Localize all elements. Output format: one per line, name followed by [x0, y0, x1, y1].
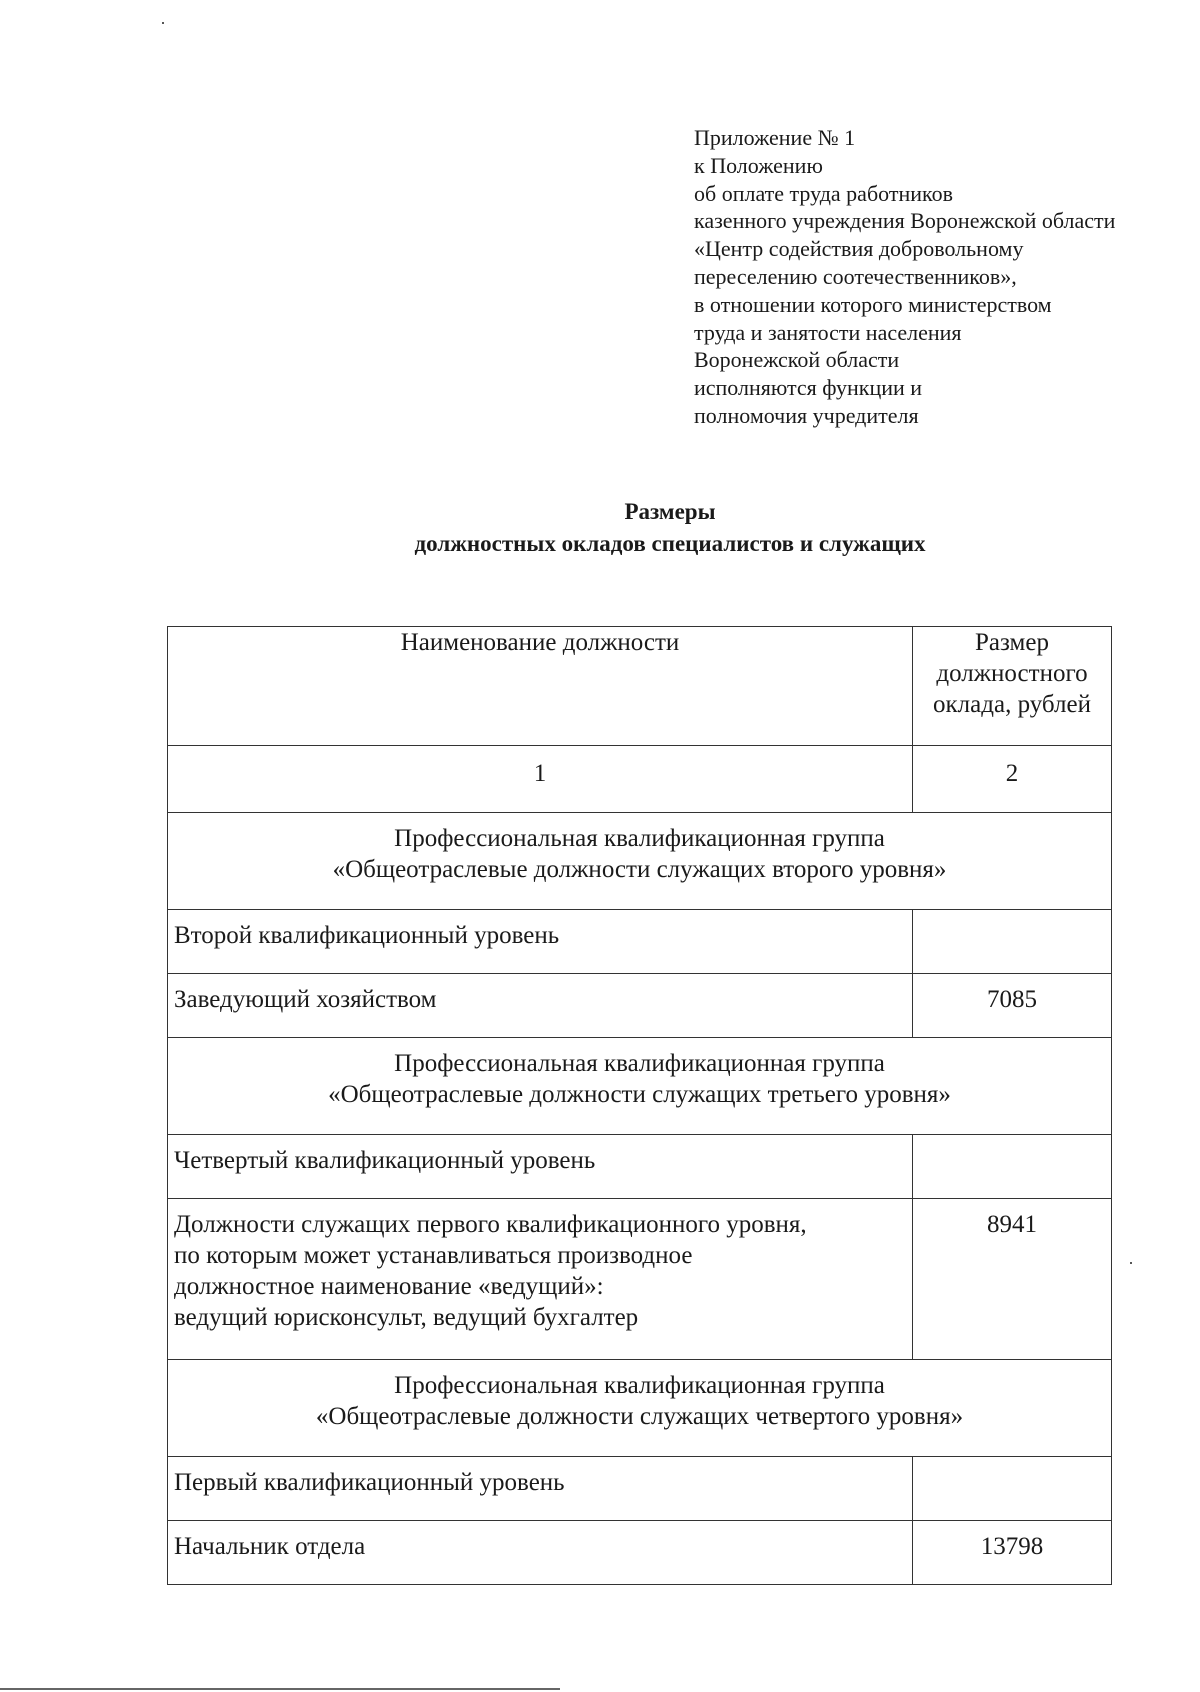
appendix-line: к Положению	[694, 152, 823, 178]
group-line: «Общеотраслевые должности служащих третьего уровня»	[328, 1081, 951, 1108]
position-name: Заведующий хозяйством	[168, 974, 913, 1038]
position-line: ведущий юрисконсульт, ведущий бухгалтер	[174, 1304, 639, 1331]
position-name: Начальник отдела	[168, 1521, 913, 1585]
appendix-line: исполняются функции и	[694, 375, 923, 401]
column-number-row	[168, 746, 1112, 813]
appendix-line: казенного учреждения Воронежской области	[694, 208, 1116, 234]
position-row	[168, 974, 1112, 1038]
column-number: 1	[168, 746, 913, 813]
position-name	[168, 1199, 913, 1360]
header-position-name: Наименование должности	[168, 627, 913, 746]
page-bottom-edge	[0, 1688, 560, 1690]
position-salary: 8941	[913, 1199, 1112, 1360]
group-title	[168, 1038, 1112, 1135]
position-line: Должности служащих первого квалификационного уровня,	[174, 1211, 807, 1238]
position-line: по которым может устанавливаться производное	[174, 1242, 693, 1269]
group-row	[168, 813, 1112, 910]
appendix-reference	[694, 124, 1174, 430]
title-line-2: должностных окладов специалистов и служащих	[414, 531, 926, 556]
scan-speck	[1130, 1262, 1132, 1264]
appendix-line: об оплате труда работников	[694, 180, 953, 206]
position-salary: 13798	[913, 1521, 1112, 1585]
group-line: Профессиональная квалификационная группа	[394, 1372, 885, 1399]
group-line: «Общеотраслевые должности служащих четвертого уровня»	[315, 1403, 964, 1430]
appendix-line: Воронежской области	[694, 347, 900, 373]
position-line: должностное наименование «ведущий»:	[174, 1273, 604, 1300]
level-row	[168, 1457, 1112, 1521]
position-row	[168, 1199, 1112, 1360]
title-line-1: Размеры	[624, 499, 716, 524]
position-salary: 7085	[913, 974, 1112, 1038]
level-row	[168, 910, 1112, 974]
level-value-empty	[913, 1135, 1112, 1199]
group-line: «Общеотраслевые должности служащих второго уровня»	[332, 856, 947, 883]
appendix-line: «Центр содействия добровольному	[694, 236, 1024, 262]
appendix-line: труда и занятости населения	[694, 319, 962, 345]
header-size-line: должностного	[936, 660, 1088, 687]
group-line: Профессиональная квалификационная группа	[394, 1050, 885, 1077]
header-size-line: Размер	[975, 629, 1049, 656]
level-name: Второй квалификационный уровень	[168, 910, 913, 974]
appendix-line: полномочия учредителя	[694, 402, 919, 428]
appendix-line: в отношении которого министерством	[694, 291, 1052, 317]
level-name: Четвертый квалификационный уровень	[168, 1135, 913, 1199]
appendix-line: переселению соотечественников»,	[694, 263, 1017, 289]
appendix-line: Приложение № 1	[694, 125, 856, 150]
level-value-empty	[913, 910, 1112, 974]
group-row	[168, 1360, 1112, 1457]
document-title	[300, 496, 1040, 560]
level-row	[168, 1135, 1112, 1199]
header-size-line: оклада, рублей	[933, 691, 1091, 718]
header-salary-size	[913, 627, 1112, 746]
column-number: 2	[913, 746, 1112, 813]
group-row	[168, 1038, 1112, 1135]
scan-speck	[162, 22, 164, 24]
group-line: Профессиональная квалификационная группа	[394, 825, 885, 852]
salary-table	[167, 626, 1112, 1585]
table-header-row	[168, 627, 1112, 746]
level-value-empty	[913, 1457, 1112, 1521]
level-name: Первый квалификационный уровень	[168, 1457, 913, 1521]
group-title	[168, 813, 1112, 910]
group-title	[168, 1360, 1112, 1457]
position-row	[168, 1521, 1112, 1585]
